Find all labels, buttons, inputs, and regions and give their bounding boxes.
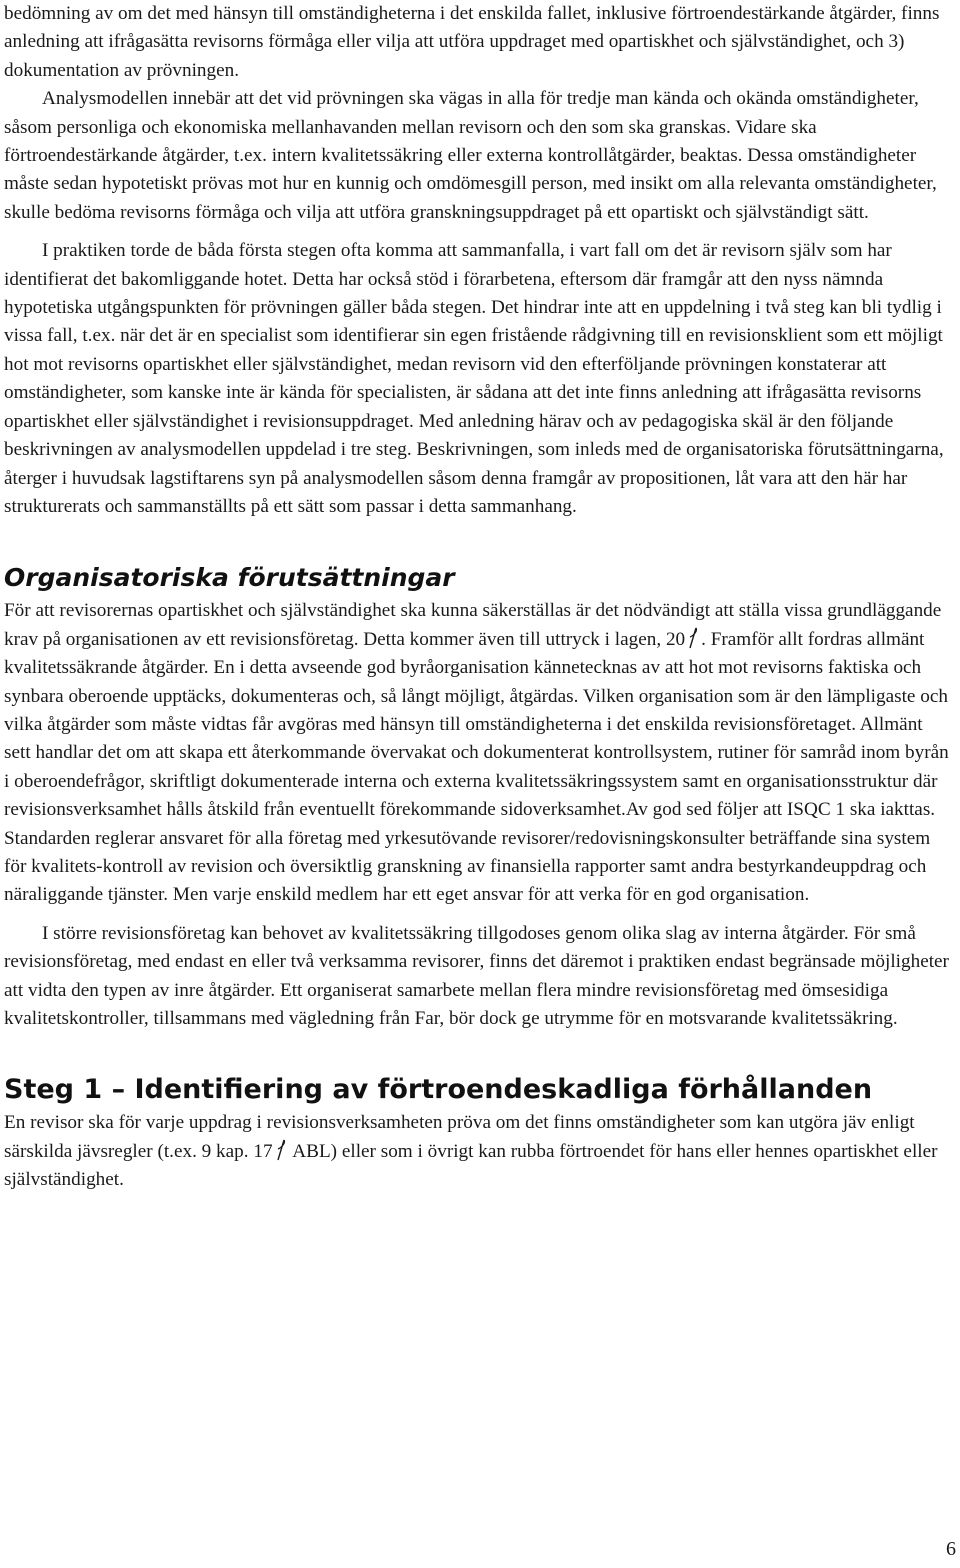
section-heading-organisatoriska: Organisatoriska förutsättningar [4, 563, 455, 593]
document-page [4, 0, 952, 1195]
paragraph-6-part-1: En revisor ska för varje uppdrag i revisionsverksamheten pröva om det finns omständigheter som kan utgöra jäv enligt särskilda jävsregler (t.ex. 9 kap. 17 [4, 1112, 915, 1162]
paragraph-3: I praktiken torde de båda första stegen ofta komma att sammanfalla, i vart fall om det är revisorn själv som har identifierat det bakomliggande hotet. Detta har också stöd i förarbetena, eftersom där framgår att den nyss nämnda hypotetiska utgångspunkten för prövningen gäller båda stegen. Det hindrar inte att en uppdelning i två steg kan bli tydlig i vissa fall, t.ex. när det är en specialist som identifierar sin egen fristående rådgivning till en revisionsklient som ett möjligt hot mot revisorns opartiskhet eller självständighet, medan revisorn vid den efterföljande prövningen konstaterar att omständigheter, som kanske inte är kända för specialisten, är sådana att det inte finns anledning att ifrågasätta revisorns opartiskhet eller självständighet i revisionsuppdraget. Med anledning härav och av pedagogiska skäl är den följande beskrivningen av analysmodellen uppdelad i tre steg. Beskrivningen, som inleds med de organisatoriska förutsättningarna, återger i huvudsak lagstiftarens syn på analysmodellen såsom denna framgår av propositionen, låt vara att den här har strukturerats och sammanställts på ett sätt som passar i detta sammanhang. [4, 240, 944, 517]
section-sign-icon [687, 627, 699, 649]
paragraph-6 [4, 1109, 952, 1194]
paragraph-5: I större revisionsföretag kan behovet av kvalitetssäkring tillgodoses genom olika slag av interna åtgärder. För små revisionsföretag, med endast en eller två verksamma revisorer, finns det däremot i praktiken endast begränsade möjligheter att vidta den typen av inre åtgärder. Ett organiserat samarbete mellan flera mindre revisionsföretag med ömsesidiga kvalitetskontroller, tillsammans med vägledning från Far, bör dock ge utrymme för en motsvarande kvalitetssäkring. [4, 922, 949, 1029]
paragraph-6-part-2: ABL) eller som i övrigt kan rubba förtroendet för hans eller hennes opartiskhet eller självständighet. [4, 1140, 938, 1191]
paragraph-4-part-1: För att revisorernas opartiskhet och självständighet ska kunna säkerställas är det nödvändigt att ställa vissa grundläggande krav på organisationen av ett revisionsföretag. Detta kommer även till uttryck i lagen, 20 [4, 600, 942, 650]
paragraph-4-part-2: . Framför allt fordras allmänt kvalitetssäkrande åtgärder. En i detta avseende god byråorganisation kännetecknas av att hot mot revisorns faktiska och synbara oberoende upptäcks, dokumenteras och, så långt möjligt, åtgärdas. Vilken organisation som är den lämpligaste och vilka åtgärder som måste vidtas får avgöras med hänsyn till omständigheterna i det enskilda revisionsföretaget. Allmänt sett handlar det om att skapa ett återkommande övervakat och dokumenterat kontrollsystem, rutiner för samråd inom byrån i oberoendefrågor, skriftligt dokumenterade interna och externa kvalitetssäkringssystem samt en organisationsstruktur där revisionsverksamhet hålls åtskild från eventuellt förekommande sidoverksamhet.Av god sed följer att ISQC 1 ska iakttas. Standarden reglerar ansvaret för alla företag med yrkesutövande revisorer/redovisningskonsulter beträffande sina system för kvalitets-kontroll av revision och översiktlig granskning av finansiella rapporter samt andra bestyrkandeuppdrag och näraliggande tjänster. Men varje enskild medlem har ett eget ansvar för att verka för en god organisation. [4, 628, 949, 906]
page-number: 6 [946, 1538, 956, 1560]
paragraph-1: bedömning av om det med hänsyn till omständigheterna i det enskilda fallet, inklusive förtroendestärkande åtgärder, finns anledning att ifrågasätta revisorns förmåga eller vilja att utföra uppdraget med opartiskhet och självständighet, och 3) dokumentation av prövningen. [4, 3, 940, 81]
section-sign-icon [275, 1139, 287, 1161]
section-heading-steg-1: Steg 1 – Identifiering av förtroendeskadliga förhållanden [4, 1074, 873, 1106]
paragraph-2: Analysmodellen innebär att det vid prövningen ska vägas in alla för tredje man kända och okända omständigheter, såsom personliga och ekonomiska mellanhavanden mellan revisorn och den som ska granskas. Vidare ska förtroendestärkande åtgärder, t.ex. intern kvalitetssäkring eller externa kontrollåtgärder, beaktas. Dessa omständigheter måste sedan hypotetiskt prövas mot hur en kunnig och omdömesgill person, med insikt om alla relevanta omständigheter, skulle bedöma revisorns förmåga och vilja att utföra granskningsuppdraget på ett opartiskt och självständigt sätt. [4, 88, 937, 223]
paragraph-4 [4, 597, 952, 909]
